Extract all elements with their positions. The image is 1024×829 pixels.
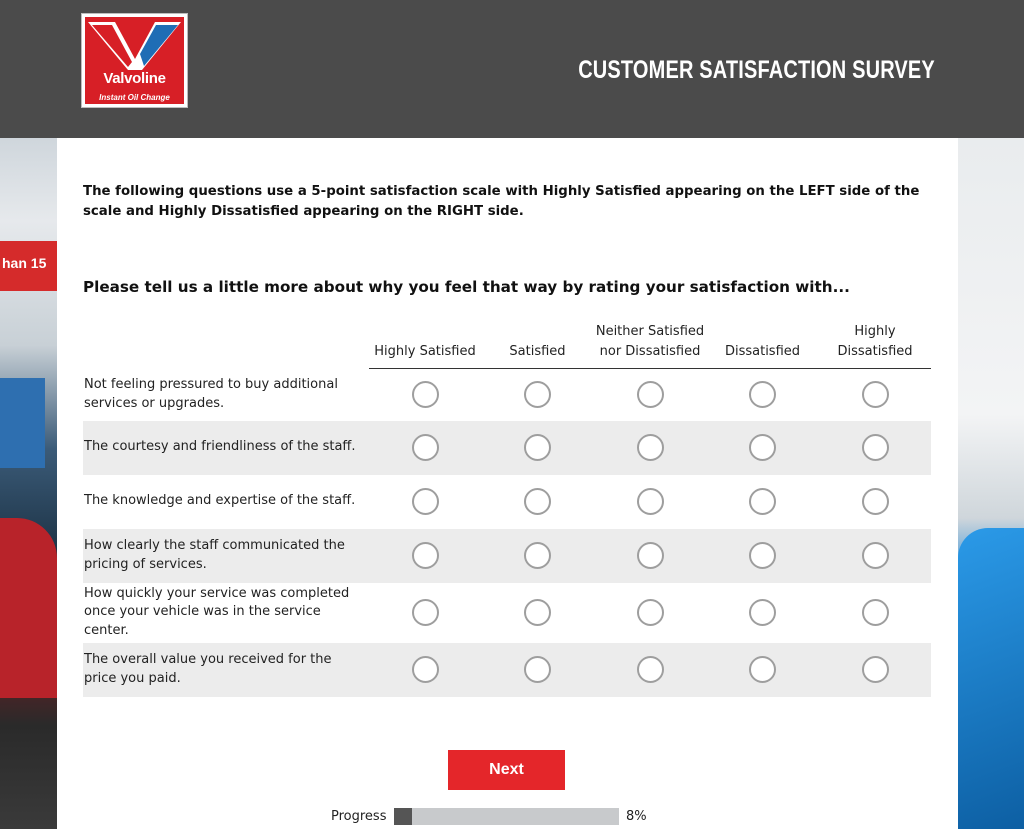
table-row bbox=[83, 529, 931, 583]
row-label: The overall value you received for the price you paid. bbox=[83, 643, 369, 697]
background-car-right bbox=[958, 528, 1024, 829]
scale-header-dissatisfied: Dissatisfied bbox=[706, 322, 819, 369]
radio-option-satisfied[interactable] bbox=[524, 434, 551, 461]
radio-option-neither[interactable] bbox=[637, 434, 664, 461]
radio-option-satisfied[interactable] bbox=[524, 381, 551, 408]
radio-option-neither[interactable] bbox=[637, 381, 664, 408]
radio-option-satisfied[interactable] bbox=[524, 542, 551, 569]
satisfaction-matrix bbox=[83, 322, 931, 697]
radio-option-highly-dissatisfied[interactable] bbox=[862, 542, 889, 569]
valvoline-logo[interactable] bbox=[81, 13, 188, 108]
survey-title: CUSTOMER SATISFACTION SURVEY bbox=[578, 56, 935, 84]
scale-header-neither: Neither Satisfied nor Dissatisfied bbox=[594, 322, 706, 369]
radio-option-neither[interactable] bbox=[637, 599, 664, 626]
logo-brand-name: Valvoline bbox=[103, 70, 166, 87]
next-button[interactable]: Next bbox=[448, 750, 565, 790]
scale-header-highly-dissatisfied: Highly Dissatisfied bbox=[819, 322, 931, 369]
radio-option-highly-satisfied[interactable] bbox=[412, 381, 439, 408]
radio-option-highly-dissatisfied[interactable] bbox=[862, 434, 889, 461]
scale-instructions: The following questions use a 5-point satisfaction scale with Highly Satisfied appearing on the LEFT side of the scale and Highly Dissatisfied appearing on the RIGHT side. bbox=[83, 184, 920, 219]
row-label: Not feeling pressured to buy additional services or upgrades. bbox=[84, 377, 338, 411]
radio-option-highly-satisfied[interactable] bbox=[412, 542, 439, 569]
radio-option-highly-dissatisfied[interactable] bbox=[862, 488, 889, 515]
table-row bbox=[83, 369, 931, 421]
radio-option-neither[interactable] bbox=[637, 656, 664, 683]
radio-option-dissatisfied[interactable] bbox=[749, 599, 776, 626]
background-sign-text: han 15 bbox=[2, 255, 47, 271]
background-photo-right bbox=[958, 138, 1024, 829]
scale-header-highly-satisfied: Highly Satisfied bbox=[369, 322, 481, 369]
radio-option-dissatisfied[interactable] bbox=[749, 434, 776, 461]
radio-option-dissatisfied[interactable] bbox=[749, 381, 776, 408]
radio-option-highly-satisfied[interactable] bbox=[412, 434, 439, 461]
radio-option-satisfied[interactable] bbox=[524, 488, 551, 515]
radio-option-highly-satisfied[interactable] bbox=[412, 656, 439, 683]
header-bar bbox=[0, 0, 1024, 138]
question-prompt: Please tell us a little more about why you feel that way by rating your satisfaction with... bbox=[83, 278, 850, 296]
table-row bbox=[83, 421, 931, 475]
background-poster bbox=[0, 378, 45, 468]
row-label: The knowledge and expertise of the staff. bbox=[84, 493, 356, 509]
row-label: The courtesy and friendliness of the staff. bbox=[83, 421, 369, 475]
row-label: How clearly the staff communicated the pricing of services. bbox=[83, 529, 369, 583]
table-row bbox=[83, 475, 931, 529]
radio-option-neither[interactable] bbox=[637, 488, 664, 515]
radio-option-satisfied[interactable] bbox=[524, 656, 551, 683]
radio-option-dissatisfied[interactable] bbox=[749, 488, 776, 515]
radio-option-dissatisfied[interactable] bbox=[749, 542, 776, 569]
background-photo-left bbox=[0, 138, 57, 829]
radio-option-highly-satisfied[interactable] bbox=[412, 599, 439, 626]
scale-header-satisfied: Satisfied bbox=[481, 322, 594, 369]
logo-tagline: Instant Oil Change bbox=[99, 93, 170, 102]
radio-option-highly-dissatisfied[interactable] bbox=[862, 599, 889, 626]
progress-percent: 8% bbox=[626, 809, 647, 824]
radio-option-neither[interactable] bbox=[637, 542, 664, 569]
radio-option-highly-satisfied[interactable] bbox=[412, 488, 439, 515]
progress-bar-fill bbox=[394, 808, 412, 825]
background-sign bbox=[0, 241, 57, 291]
progress-bar bbox=[394, 808, 619, 825]
radio-option-dissatisfied[interactable] bbox=[749, 656, 776, 683]
table-row bbox=[83, 643, 931, 697]
background-car-left bbox=[0, 518, 57, 698]
progress-label: Progress bbox=[331, 809, 387, 824]
statement-column-header bbox=[83, 322, 369, 369]
row-label: How quickly your service was completed once your vehicle was in the service center. bbox=[84, 585, 350, 638]
radio-option-highly-dissatisfied[interactable] bbox=[862, 656, 889, 683]
radio-option-satisfied[interactable] bbox=[524, 599, 551, 626]
table-row bbox=[83, 583, 931, 643]
radio-option-highly-dissatisfied[interactable] bbox=[862, 381, 889, 408]
